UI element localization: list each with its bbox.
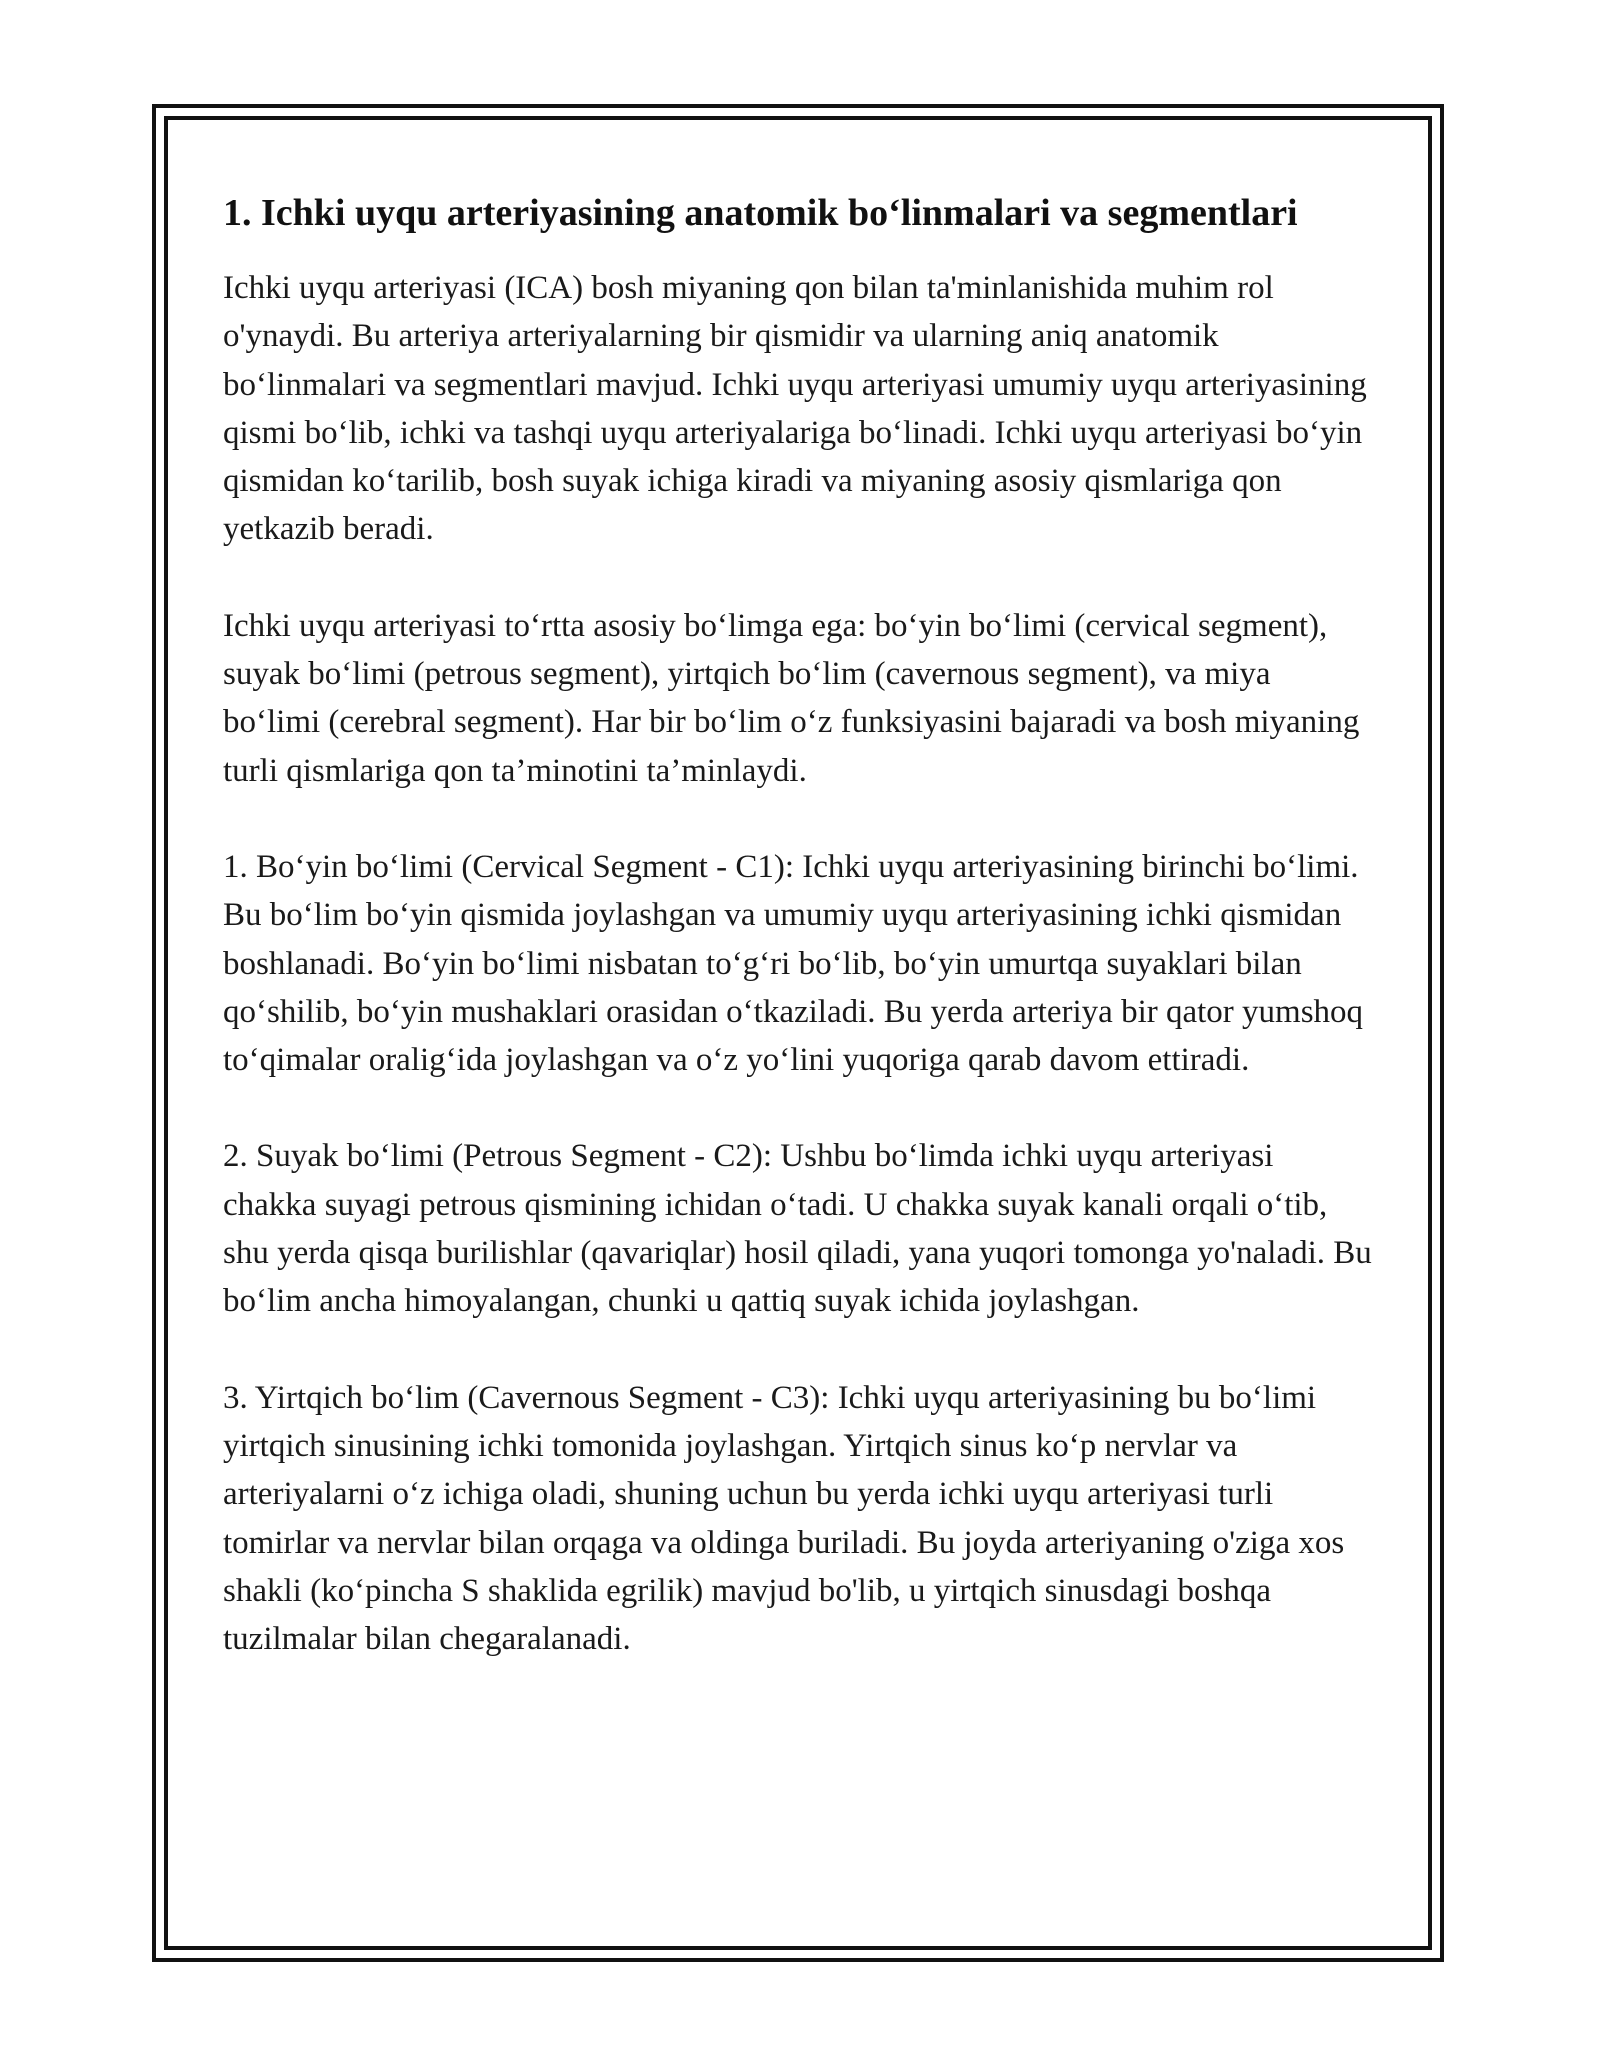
paragraph-segments-overview: Ichki uyqu arteriyasi to‘rtta asosiy bo‘limga ega: bo‘yin bo‘limi (cervical segment), suyak bo‘limi (petrous segment), yirtqich bo‘lim (cavernous segment), va miya bo‘limi (cerebral segment). Har bir bo‘lim o‘z funksiyasini bajaradi va bosh miyaning turli qismlariga qon ta’minotini ta’minlaydi.: [223, 607, 1360, 789]
paragraph-petrous-segment: 2. Suyak bo‘limi (Petrous Segment - C2): Ushbu bo‘limda ichki uyqu arteriyasi chakka suyagi petrous qismining ichidan o‘tadi. U chakka suyak kanali orqali o‘tib, shu yerda qisqa burilishlar (qavariqlar) hosil qiladi, yana yuqori tomonga yo'naladi. Bu bo‘lim ancha himoyalangan, chunki u qattiq suyak ichida joylashgan.: [223, 1138, 1372, 1320]
paragraph-cervical-segment: 1. Bo‘yin bo‘limi (Cervical Segment - C1): Ichki uyqu arteriyasining birinchi bo‘limi. Bu bo‘lim bo‘yin qismida joylashgan va umumiy uyqu arteriyasining ichki qismidan boshlanadi. Bo‘yin bo‘limi nisbatan to‘g‘ri bo‘lib, bo‘yin umurtqa suyaklari bilan qo‘shilib, bo‘yin mushaklari orasidan o‘tkaziladi. Bu yerda arteriya bir qator yumshoq to‘qimalar oralig‘ida joylashgan va o‘z yo‘lini yuqoriga qarab davom ettiradi.: [223, 848, 1364, 1079]
paragraph-intro: Ichki uyqu arteriyasi (ICA) bosh miyaning qon bilan ta'minlanishida muhim rol o'ynaydi. Bu arteriya arteriyalarning bir qismidir va ularning aniq anatomik bo‘linmalari va segmentlari mavjud. Ichki uyqu arteriyasi umumiy uyqu arteriyasining qismi bo‘lib, ichki va tashqi uyqu arteriyalariga bo‘linadi. Ichki uyqu arteriyasi bo‘yin qismidan ko‘tarilib, bosh suyak ichiga kiradi va miyaning asosiy qismlariga qon yetkazib beradi.: [223, 270, 1367, 548]
document-body: [223, 186, 1373, 1663]
section-heading: 1. Ichki uyqu arteriyasining anatomik bo‘linmalari va segmentlari: [223, 192, 1298, 234]
paragraph-cavernous-segment: 3. Yirtqich bo‘lim (Cavernous Segment - C3): Ichki uyqu arteriyasining bu bo‘limi yirtqich sinusining ichki tomonida joylashgan. Yirtqich sinus ko‘p nervlar va arteriyalarni o‘z ichiga oladi, shuning uchun bu yerda ichki uyqu arteriyasi turli tomirlar va nervlar bilan orqaga va oldinga buriladi. Bu joyda arteriyaning o'ziga xos shakli (ko‘pincha S shaklida egrilik) mavjud bo'lib, u yirtqich sinusdagi boshqa tuzilmalar bilan chegaralanadi.: [223, 1379, 1345, 1658]
